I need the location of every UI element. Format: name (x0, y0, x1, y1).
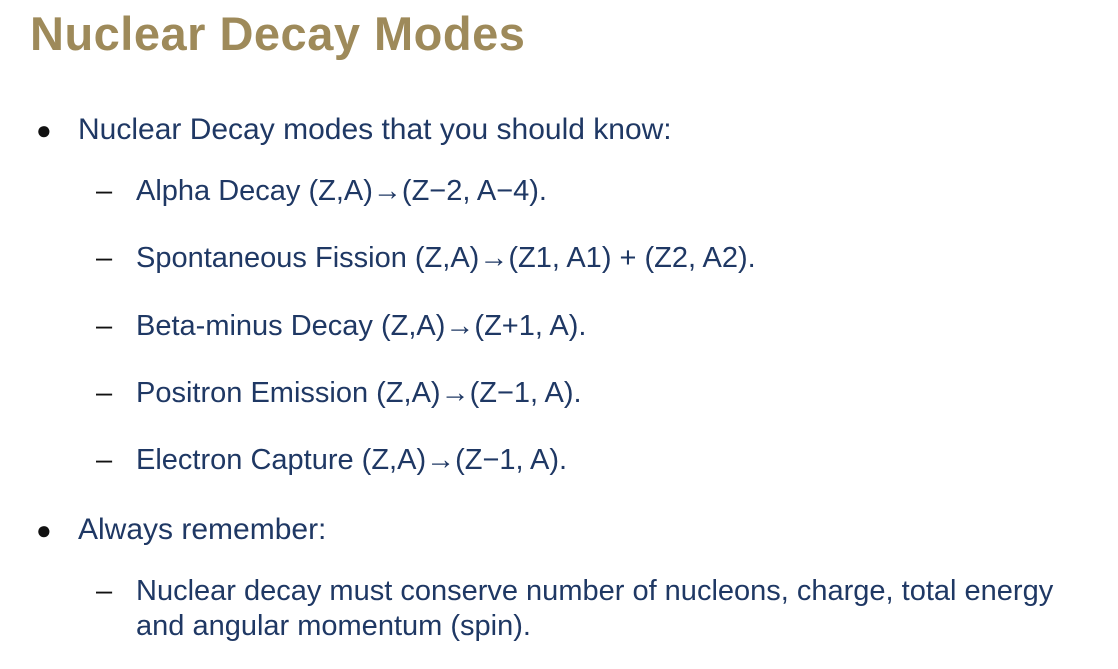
bullet-item-decay-modes (36, 113, 1118, 148)
sub-bullet-electron-capture (96, 443, 1098, 477)
dash-bullet-icon: – (96, 376, 113, 409)
dash-bullet-icon: – (96, 242, 113, 275)
dash-bullet-icon: – (96, 575, 113, 608)
bullet-label: Always remember: (78, 513, 327, 547)
dash-bullet-icon: – (96, 175, 113, 208)
bullet-label: Nuclear Decay modes that you should know: (78, 113, 672, 146)
sub-bullet-conservation (96, 574, 1098, 642)
sub-bullet-label: Nuclear decay must conserve number of nucleons, charge, total energy and angular momentum (spin). (136, 575, 1054, 642)
dash-bullet-icon: – (96, 443, 113, 476)
sub-bullet-beta-minus-decay (96, 309, 1098, 343)
sub-bullet-label: Spontaneous Fission (Z,A)→(Z1, A1) + (Z2, A2). (136, 242, 756, 275)
sub-bullet-positron-emission (96, 376, 1098, 410)
slide-body (0, 113, 1118, 643)
bullet-dot-icon: ● (36, 515, 52, 546)
sub-bullet-label: Positron Emission (Z,A)→(Z−1, A). (136, 376, 582, 409)
bullet-dot-icon: ● (36, 115, 52, 145)
slide (0, 6, 1118, 669)
dash-bullet-icon: – (96, 309, 113, 342)
sub-bullet-label: Beta-minus Decay (Z,A)→(Z+1, A). (136, 309, 587, 342)
slide-title: Nuclear Decay Modes (30, 7, 526, 60)
sub-bullet-spontaneous-fission (96, 241, 1098, 275)
sub-bullet-label: Electron Capture (Z,A)→(Z−1, A). (136, 443, 568, 476)
sub-bullet-alpha-decay (96, 174, 1098, 208)
bullet-item-always-remember (36, 513, 1118, 548)
sub-bullet-label: Alpha Decay (Z,A)→(Z−2, A−4). (136, 175, 547, 208)
